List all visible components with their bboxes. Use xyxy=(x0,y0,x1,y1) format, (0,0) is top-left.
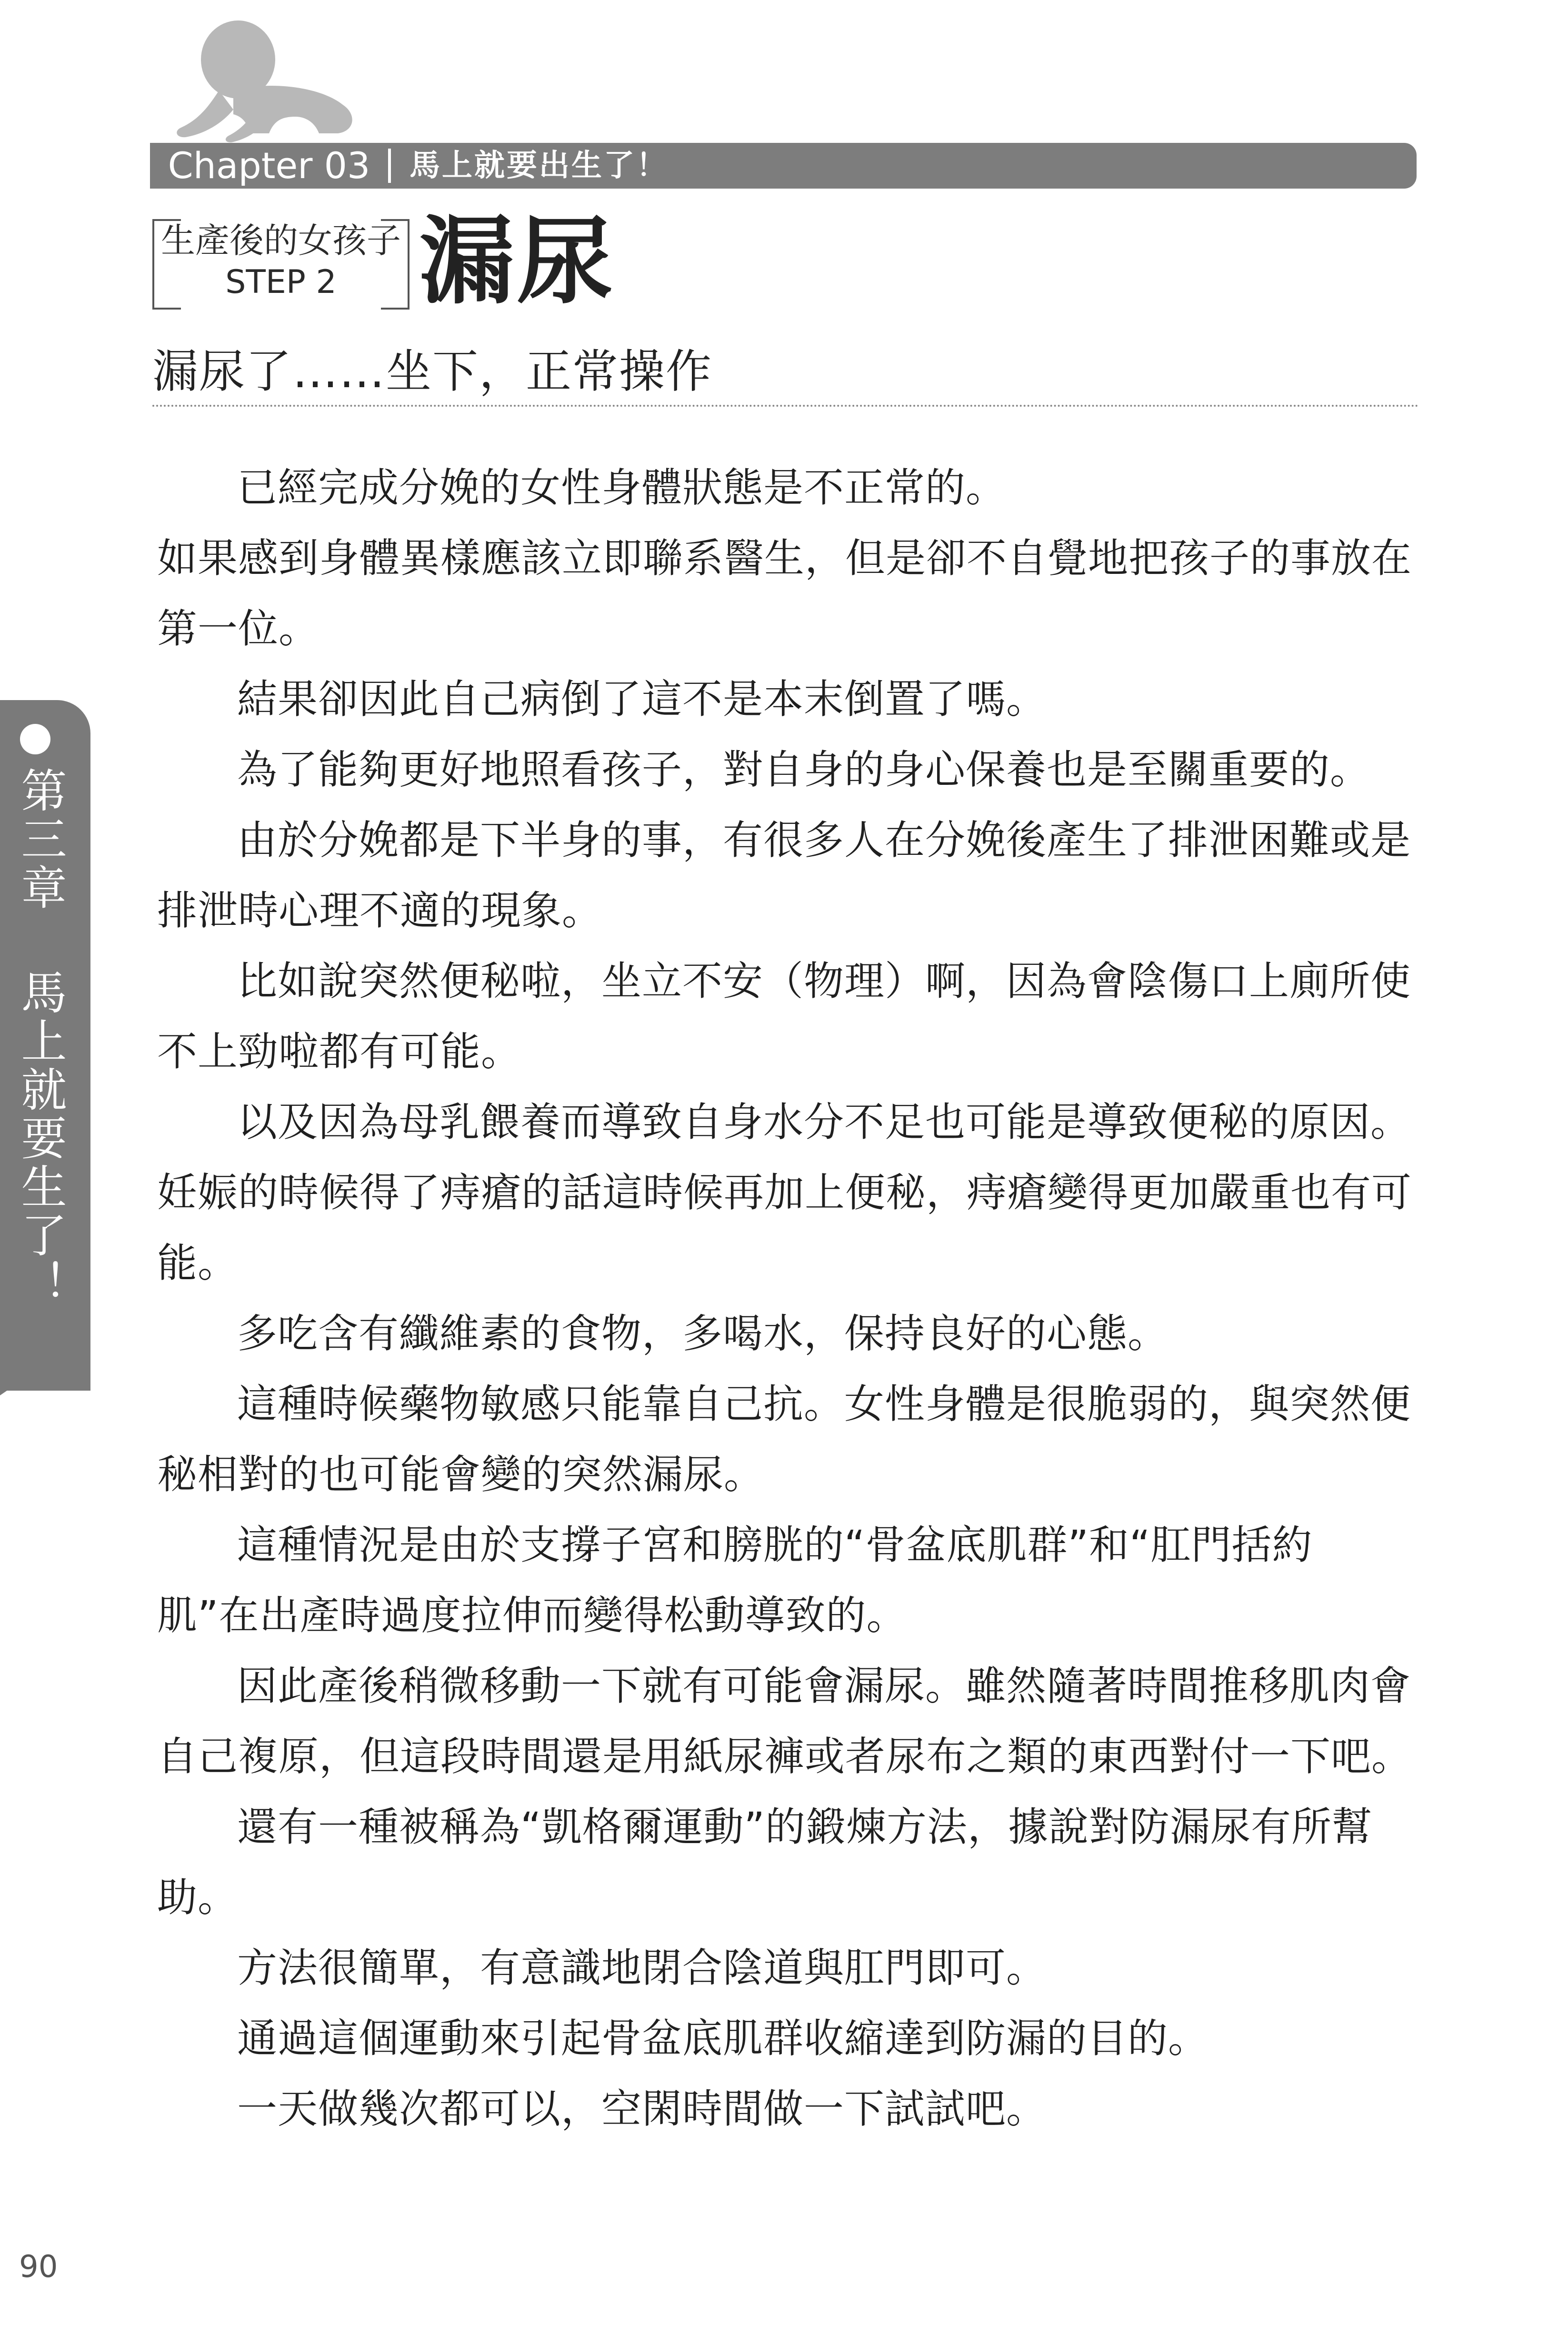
side-tab-corner xyxy=(0,1333,90,1395)
paragraph: 方法很簡單，有意識地閉合陰道與肛門即可。 xyxy=(237,1945,1047,1991)
step-number: STEP 2 xyxy=(225,263,337,301)
subtitle-divider xyxy=(152,405,1419,407)
paragraph: 多吃含有纖維素的食物，多喝水，保持良好的心態。 xyxy=(237,1310,1169,1357)
paragraph: 由於分娩都是下半身的事，有很多人在分娩後產生了排泄困難或是排泄時心理不適的現象。 xyxy=(157,817,1411,934)
paragraph: 這種情況是由於支撐子宮和膀胱的“骨盆底肌群”和“肛門括約肌”在出產時過度拉伸而變得松動導致的。 xyxy=(157,1522,1313,1639)
step-category: 生產後的女孩子 xyxy=(160,221,401,261)
paragraph: 以及因為母乳餵養而導致自身水分不足也可能是導致便秘的原因。 xyxy=(237,1099,1411,1145)
paragraph: 還有一種被稱為“凱格爾運動”的鍛煉方法，據說對防漏尿有所幫助。 xyxy=(157,1804,1373,1921)
paragraph: 結果卻因此自己病倒了這不是本末倒置了嗎。 xyxy=(237,676,1047,722)
paragraph: 這種時候藥物敏感只能靠自己抗。女性身體是很脆弱的，與突然便秘相對的也可能會變的突然漏尿。 xyxy=(157,1381,1411,1498)
body-text xyxy=(157,452,1414,2144)
section-subtitle: 漏尿了……坐下，正常操作 xyxy=(152,345,712,398)
chapter-divider xyxy=(388,149,391,183)
crawling-baby-icon xyxy=(162,19,362,143)
chapter-label: Chapter 03 xyxy=(168,144,370,187)
paragraph: 如果感到身體異樣應該立即聯系醫生，但是卻不自覺地把孩子的事放在第一位。 xyxy=(157,535,1412,652)
chapter-title: 馬上就要出生了！ xyxy=(409,148,669,183)
paragraph: 一天做幾次都可以，空閑時間做一下試試吧。 xyxy=(237,2085,1047,2132)
side-tab-label: 第三章 馬上就要生了！ xyxy=(14,767,67,1309)
page-number: 90 xyxy=(19,2249,58,2285)
paragraph: 已經完成分娩的女性身體狀態是不正常的。 xyxy=(237,464,1007,511)
paragraph: 妊娠的時候得了痔瘡的話這時候再加上便秘，痔瘡變得更加嚴重也有可能。 xyxy=(157,1169,1412,1286)
paragraph: 因此產後稍微移動一下就有可能會漏尿。雖然隨著時間推移肌肉會自己複原，但這段時間還是用紙尿褲或者尿布之類的東西對付一下吧。 xyxy=(157,1663,1412,1780)
paragraph: 為了能夠更好地照看孩子，對自身的身心保養也是至關重要的。 xyxy=(237,746,1371,793)
paragraph: 比如說突然便秘啦，坐立不安（物理）啊，因為會陰傷口上廁所使不上勁啦都有可能。 xyxy=(157,958,1411,1075)
section-title: 漏尿 xyxy=(419,206,616,317)
paragraph: 通過這個運動來引起骨盆底肌群收縮達到防漏的目的。 xyxy=(237,2015,1209,2062)
side-tab-dot-icon xyxy=(20,724,50,754)
